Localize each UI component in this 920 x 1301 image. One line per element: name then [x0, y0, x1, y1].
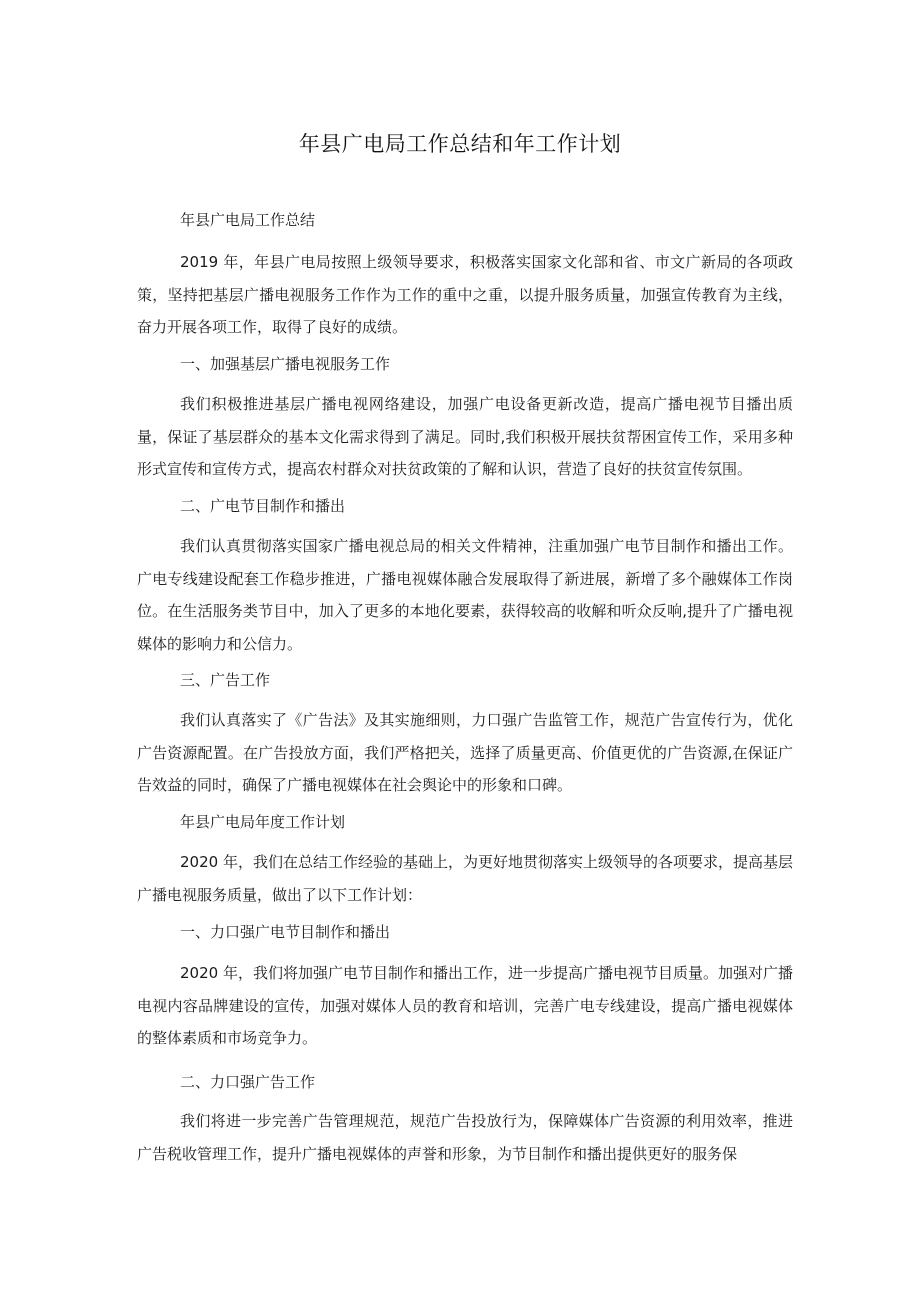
section-heading-summary: 年县广电局工作总结 — [180, 211, 316, 229]
plan-heading-1: 一、力口强广电节目制作和播出 — [180, 923, 391, 941]
section-heading-2: 二、广电节目制作和播出 — [180, 497, 346, 515]
section-heading-3: 三、广告工作 — [180, 671, 271, 689]
plan-paragraph-1: 2020 年，我们将加强广电节目制作和播出工作，进一步提高广播电视节目质量。加强对广播电视内容品牌建设的宣传，加强对媒体人员的教育和培训，完善广电专线建设，提高广播电视媒体的整体素质和市场竞争力。 — [137, 964, 793, 1047]
plan-paragraph-2: 我们将进一步完善广告管理规范，规范广告投放行为，保障媒体广告资源的利用效率，推进广告税收管理工作，提升广播电视媒体的声誉和形象，为节目制作和播出提供更好的服务保 — [137, 1112, 793, 1163]
plan-heading-2: 二、力口强广告工作 — [180, 1073, 316, 1091]
paragraph-summary-intro: 2019 年，年县广电局按照上级领导要求，积极落实国家文化部和省、市文广新局的各项政策，坚持把基层广播电视服务工作作为工作的重中之重，以提升服务质量，加强宣传教育为主线，奋力开展各项工作，取得了良好的成绩。 — [137, 253, 793, 336]
paragraph-3: 我们认真落实了《广告法》及其实施细则，力口强广告监管工作，规范广告宣传行为，优化广告资源配置。在广告投放方面，我们严格把关，选择了质量更高、价值更优的广告资源,在保证广告效益的同时，确保了广播电视媒体在社会舆论中的形象和口碑。 — [137, 711, 793, 794]
paragraph-plan-intro: 2020 年，我们在总结工作经验的基础上，为更好地贯彻落实上级领导的各项要求，提高基层广播电视服务质量，做出了以下工作计划： — [137, 853, 793, 904]
document-title: 年县广电局工作总结和年工作计划 — [298, 132, 622, 156]
section-heading-1: 一、加强基层广播电视服务工作 — [180, 355, 391, 373]
paragraph-2: 我们认真贯彻落实国家广播电视总局的相关文件精神，注重加强广电节目制作和播出工作。广电专线建设配套工作稳步推进，广播电视媒体融合发展取得了新进展，新增了多个融媒体工作岗位。在生活服务类节目中，加入了更多的本地化要素，获得较高的收解和听众反响,提升了广播电视媒体的影响力和公信力。 — [137, 537, 793, 653]
section-heading-plan: 年县广电局年度工作计划 — [180, 813, 346, 831]
paragraph-1: 我们积极推进基层广播电视网络建设，加强广电设备更新改造，提高广播电视节目播出质量，保证了基层群众的基本文化需求得到了满足。同时,我们积极开展扶贫帮困宣传工作，采用多种形式宣传和宣传方式，提高农村群众对扶贫政策的了解和认识，营造了良好的扶贫宣传氛围。 — [137, 395, 793, 478]
